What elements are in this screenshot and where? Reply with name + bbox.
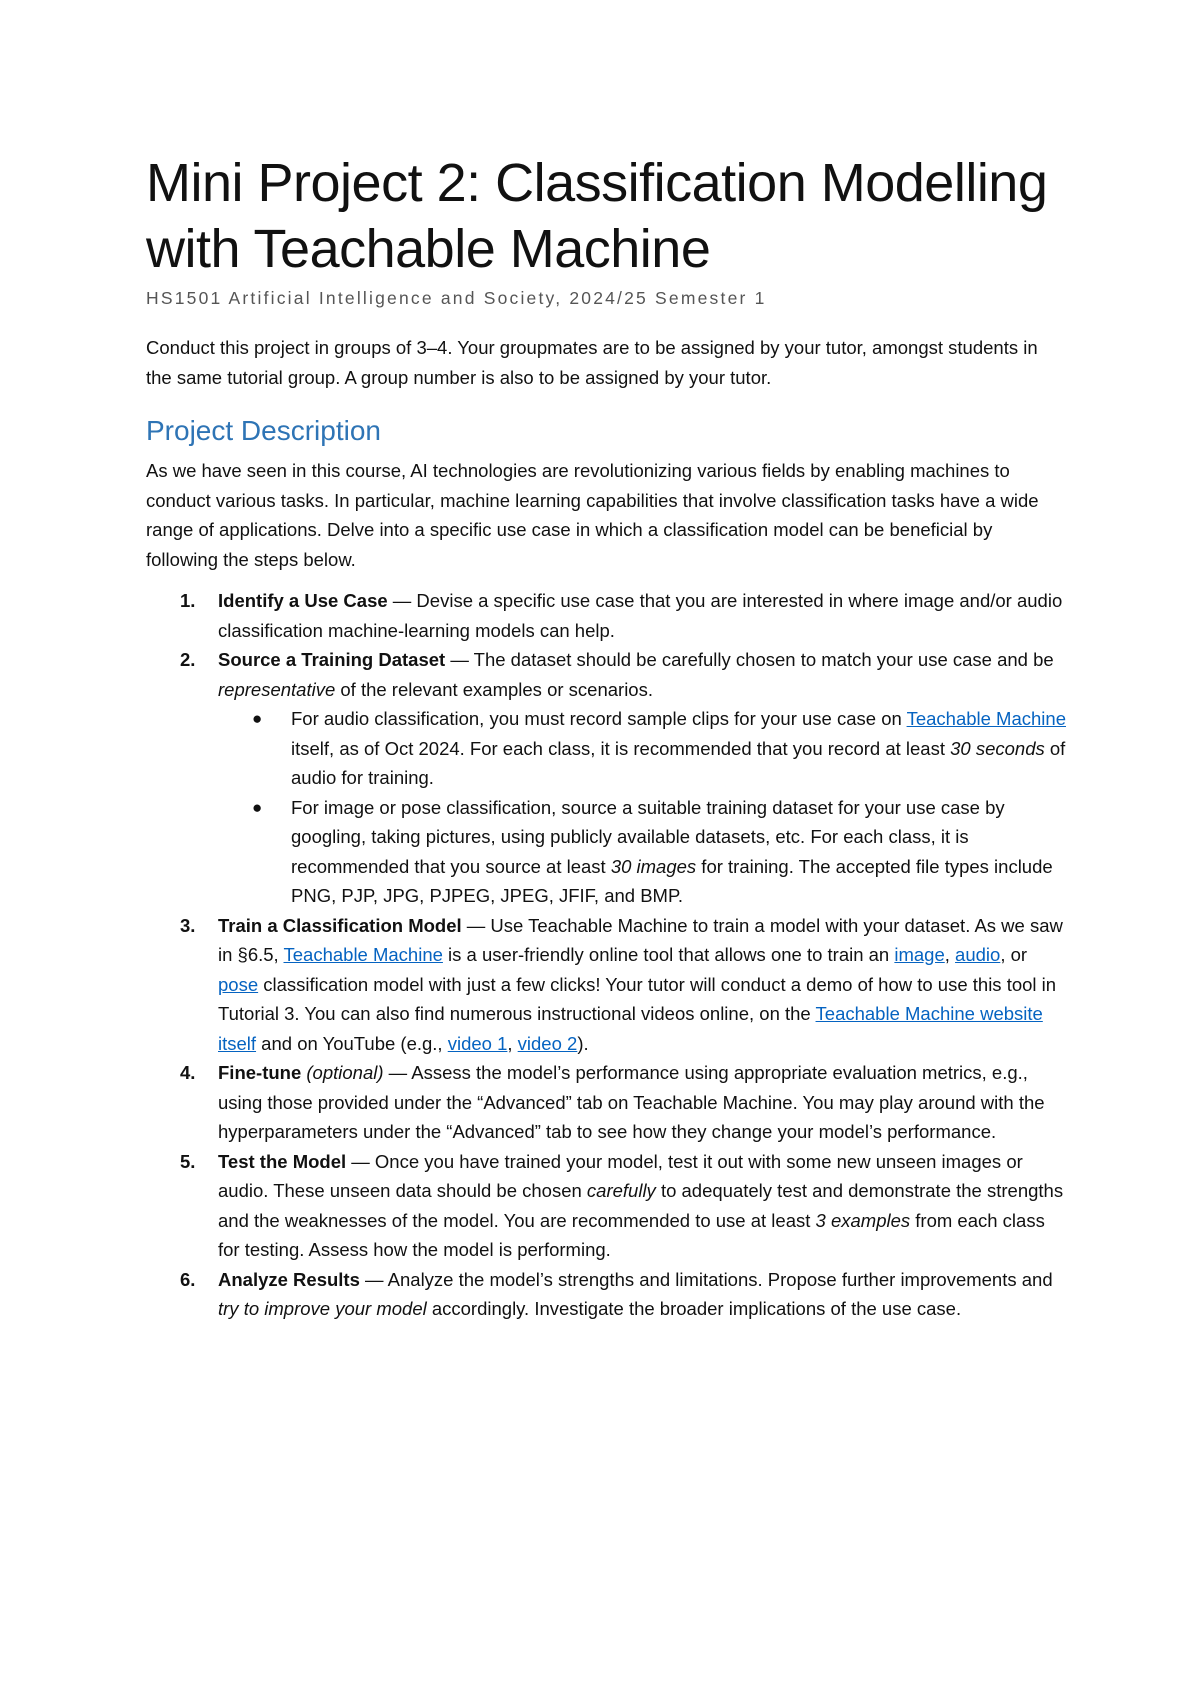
step-number: 3. [180, 914, 196, 936]
bullet-icon: ● [252, 797, 263, 817]
description-paragraph: As we have seen in this course, AI technologies are revolutionizing various fields by enabling machines to conduct various tasks. In particular, machine learning capabilities that involve classification tasks have a wide range of applications. Delve into a specific use case in which a classification model can be beneficial by following the steps below. [146, 460, 1039, 570]
step-emphasis: try to improve your model [218, 1298, 427, 1319]
step-text: — The dataset should be carefully chosen to match your use case and be [445, 649, 1054, 670]
step-item-1 [146, 586, 1066, 645]
step-text: — Analyze the model’s strengths and limitations. Propose further improvements and [359, 1268, 1053, 1290]
audio-link[interactable]: audio [955, 944, 1001, 965]
step-number: 2. [180, 649, 196, 670]
step-number: 4. [180, 1062, 196, 1083]
bullet-emphasis: 30 seconds [950, 737, 1045, 759]
video-2-link[interactable]: video 2 [517, 1032, 578, 1054]
step-label: Analyze Results [218, 1268, 360, 1290]
teachable-machine-link[interactable]: Teachable Machine [283, 944, 443, 965]
step-item-5 [146, 1147, 1066, 1265]
step-text: , [944, 944, 956, 965]
step-text: — Assess the model’s performance using appropriate evaluation metrics, e.g., using those provided under the “Advanced” tab on Teachable Machine. You may play around with the hyperparameters under the “Advanced” tab to see how they change your model’s performance. [218, 1062, 1045, 1142]
step-text: accordingly. Investigate the broader implications of the use case. [426, 1298, 962, 1319]
step-item-6 [146, 1265, 1066, 1324]
step-text: — Devise a specific use case that you are interested in where image and/or audio classification machine-learning models can help. [218, 590, 1063, 641]
step-label: Fine-tune [218, 1062, 302, 1083]
step-item-4 [146, 1058, 1066, 1147]
step-emphasis: (optional) [301, 1062, 384, 1083]
step-label: Source a Training Dataset [218, 649, 446, 670]
bullet-text: For audio classification, you must record sample clips for your use case on [291, 708, 907, 729]
step-emphasis: representative [218, 678, 336, 700]
step-label: Train a Classification Model [218, 914, 462, 936]
section-heading: Project Description [146, 415, 381, 446]
step-label: Identify a Use Case [218, 590, 388, 611]
step-text: from each class for testing. Assess how the model is performing. [218, 1209, 1045, 1260]
bullet-list [218, 704, 1066, 911]
step-text: to adequately test and demonstrate the strengths and the weaknesses of the model. You are recommended to use at least [218, 1180, 1064, 1231]
step-number: 1. [180, 590, 196, 611]
document-subtitle: HS1501 Artificial Intelligence and Society, 2024/25 Semester 1 [146, 288, 767, 308]
bullet-item-image [218, 793, 1066, 911]
step-text: — Use Teachable Machine to train a model with your dataset. As we saw in §6.5, [218, 914, 1063, 965]
bullet-item-audio [218, 704, 1066, 793]
step-number: 5. [180, 1150, 196, 1172]
teachable-machine-link[interactable]: Teachable Machine [906, 708, 1066, 729]
step-text: , [507, 1032, 518, 1054]
image-link[interactable]: image [894, 944, 945, 965]
bullet-text: For image or pose classification, source a suitable training dataset for your use case by googling, taking pictures, using publicly available datasets, etc. For each class, it is recommended that you source at least [291, 796, 1005, 877]
step-emphasis: 3 examples [815, 1209, 911, 1231]
steps-list [146, 586, 1066, 1324]
step-item-2 [146, 645, 1066, 911]
step-text: and on YouTube (e.g., [256, 1032, 448, 1054]
bullet-text: of audio for training. [291, 737, 1066, 788]
bullet-icon: ● [252, 709, 263, 728]
step-label: Test the Model [218, 1150, 347, 1172]
step-text: is a user-friendly online tool that allows one to train an [442, 944, 895, 965]
step-text: of the relevant examples or scenarios. [335, 678, 653, 700]
pose-link[interactable]: pose [218, 973, 259, 995]
step-emphasis: carefully [586, 1180, 656, 1201]
step-text: ). [577, 1032, 589, 1054]
bullet-emphasis: 30 images [610, 855, 697, 877]
step-number: 6. [180, 1268, 196, 1290]
step-text: classification model with just a few clicks! Your tutor will conduct a demo of how to use this tool in Tutorial 3. You can also find numerous instructional videos online, on the [218, 973, 1057, 1024]
document-title: Mini Project 2: Classification Modelling with Teachable Machine [146, 153, 1048, 279]
document-content [146, 150, 1066, 1324]
step-item-3 [146, 911, 1066, 1059]
intro-paragraph: Conduct this project in groups of 3–4. Your groupmates are to be assigned by your tutor, amongst students in the same tutorial group. A group number is also to be assigned by your tutor. [146, 337, 1038, 388]
step-text: — Once you have trained your model, test it out with some new unseen images or audio. These unseen data should be chosen [218, 1150, 1023, 1201]
step-text: , or [1000, 944, 1028, 965]
bullet-text: itself, as of Oct 2024. For each class, it is recommended that you record at least [291, 737, 951, 759]
bullet-text: for training. The accepted file types include PNG, PJP, JPG, PJPEG, JPEG, JFIF, and BMP. [291, 855, 1053, 906]
teachable-machine-website-link[interactable]: Teachable Machine website itself [218, 1003, 1043, 1054]
video-1-link[interactable]: video 1 [447, 1032, 508, 1054]
